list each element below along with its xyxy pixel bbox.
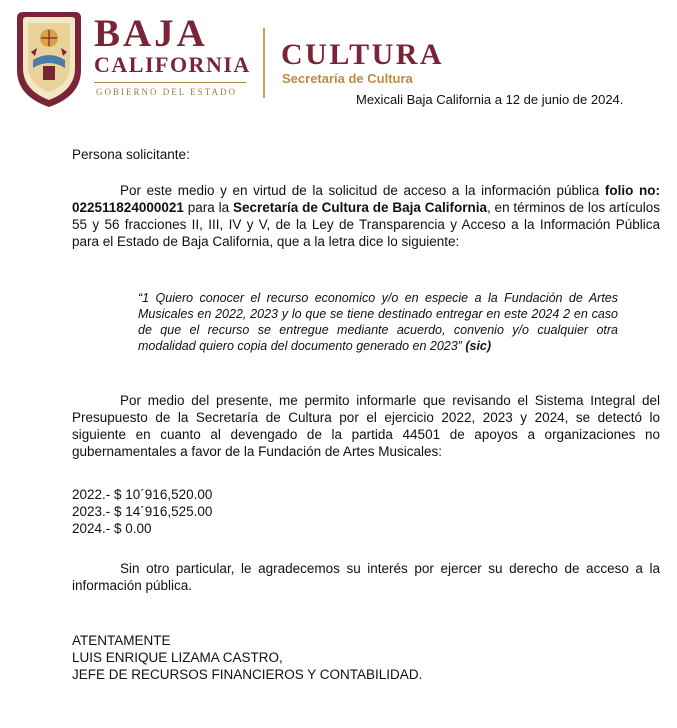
signature-block (72, 632, 422, 683)
amounts-list (72, 486, 212, 537)
response-text: Por medio del presente, me permito informarle que revisando el Sistema Integral del Presupuesto de la Secretaría de Cultura por el ejercicio 2022, 2023 y 2024, se detectó lo siguiente en cuanto al devengado de la partida 44501 de apoyos a organizaciones no gubernamentales a favor de la Fundación de Artes Musicales: (72, 393, 660, 459)
folio-number: folio no: 022511824000021 (72, 183, 660, 215)
signature-title: JEFE DE RECURSOS FINANCIEROS Y CONTABILIDAD. (72, 667, 423, 682)
secretaria-name: Secretaría de Cultura de Baja California (232, 200, 487, 215)
logo-divider (263, 28, 265, 98)
closing-text: Sin otro particular, le agradecemos su interés por ejercer su derecho de acceso a la información pública. (72, 561, 660, 593)
logo-cultura: CULTURA (281, 38, 445, 71)
logo-baja: BAJA (94, 12, 208, 55)
logo-rule (94, 82, 246, 83)
signature-closing: ATENTAMENTE (72, 633, 171, 648)
paragraph-request (72, 182, 660, 250)
greeting: Persona solicitante: (72, 147, 190, 162)
logo-secretaria: Secretaría de Cultura (282, 71, 413, 86)
p1-text-3: , en términos de los artículos 55 y 56 fracciones II, III, IV y V, de la Ley de Transparencia y Acceso a la Información Pública para el Estado de Baja California, que a la letra dice lo siguiente: (72, 200, 660, 249)
quote-sic: (sic) (461, 339, 492, 353)
request-quote (138, 290, 618, 354)
paragraph-response (72, 392, 660, 460)
paragraph-closing (72, 560, 660, 594)
quote-text: “1 Quiero conocer el recurso economico y/o en especie a la Fundación de Artes Musicales en 2022, 2023 y lo que se tiene destinado entregar en este 2024 2 en caso de que el recurso se entregue mediante acuerdo, convenio y/o cualquier otra modalidad quiero copia del documento generado en 2023” (138, 291, 618, 353)
logo-california: CALIFORNIA (94, 52, 251, 77)
letterhead (0, 0, 677, 112)
date-place: Mexicali Baja California a 12 de junio de 2024. (356, 92, 624, 107)
logo-gobierno: GOBIERNO DEL ESTADO (96, 87, 237, 97)
signature-name: LUIS ENRIQUE LIZAMA CASTRO, (72, 650, 283, 665)
p1-text-2: para la (183, 200, 233, 215)
amount-2023: 2023.- $ 14´916,525.00 (72, 504, 213, 519)
amount-2022: 2022.- $ 10´916,520.00 (72, 487, 213, 502)
p1-text-1: Por este medio y en virtud de la solicitud de acceso a la información pública (120, 183, 605, 198)
state-seal-icon (13, 8, 85, 110)
amount-2024: 2024.- $ 0.00 (72, 521, 152, 536)
